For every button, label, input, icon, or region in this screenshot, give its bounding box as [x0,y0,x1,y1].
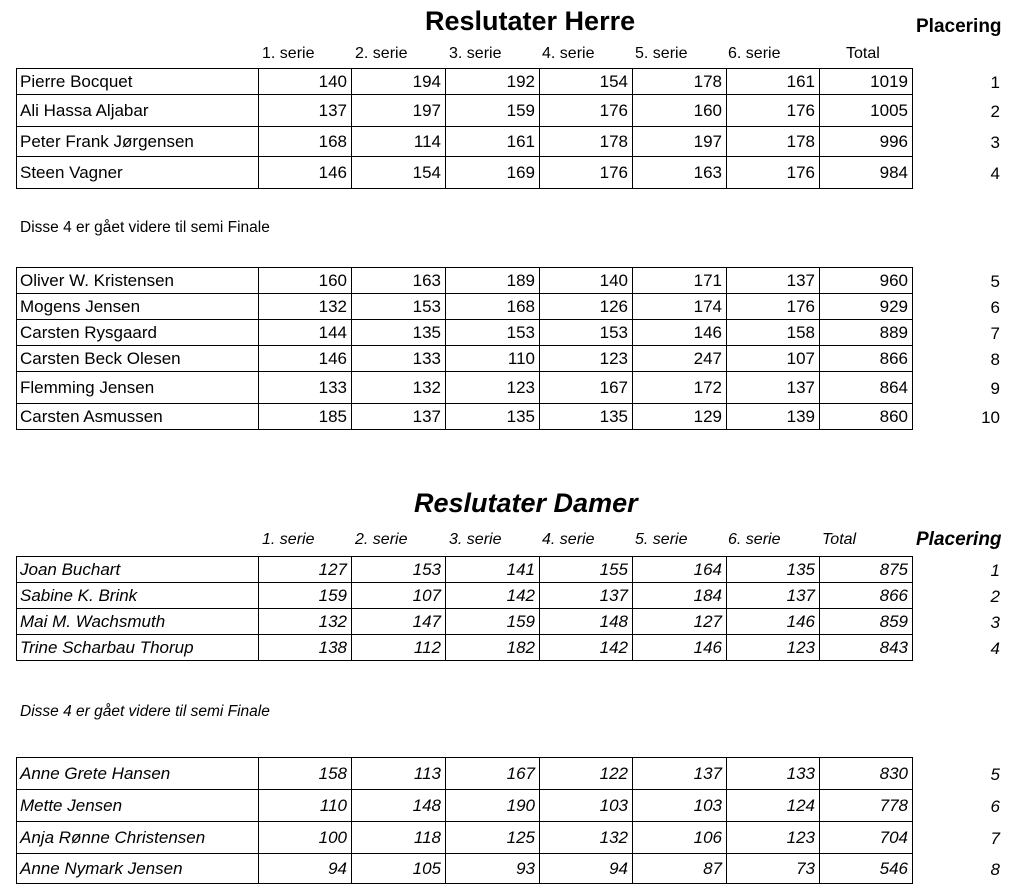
player-name: Peter Frank Jørgensen [17,127,259,157]
player-name: Mogens Jensen [17,294,259,320]
player-name: Joan Buchart [17,557,259,583]
score-serie-4: 122 [540,758,633,790]
damer-placering-label: Placering [916,529,1002,550]
header-serie-3: 3. serie [449,531,502,548]
table-row [17,609,913,635]
score-serie-5: 87 [633,854,727,884]
placement-rank: 5 [990,272,1000,291]
damer-title: Reslutater Damer [414,488,638,518]
header-serie-6: 6. serie [728,45,781,62]
herre-table-rest [16,267,913,430]
player-name: Anne Grete Hansen [17,758,259,790]
score-serie-1: 127 [259,557,352,583]
score-serie-6: 137 [727,372,820,404]
score-serie-4: 178 [540,127,633,157]
table-row [17,635,913,661]
score-total: 546 [820,854,913,884]
table-row [17,822,913,854]
player-name: Carsten Beck Olesen [17,346,259,372]
placement-rank: 9 [990,379,1000,398]
score-serie-5: 146 [633,635,727,661]
score-serie-2: 132 [352,372,446,404]
damer-table-rest [16,757,913,884]
header-serie-1: 1. serie [262,531,315,548]
placement-rank: 6 [990,298,1000,317]
placement-rank: 7 [990,829,1000,848]
score-serie-2: 163 [352,268,446,294]
header-serie-4: 4. serie [542,45,595,62]
table-row [17,157,913,189]
score-serie-1: 100 [259,822,352,854]
score-serie-3: 167 [446,758,540,790]
header-serie-2: 2. serie [355,531,408,548]
score-serie-2: 133 [352,346,446,372]
player-name: Ali Hassa Aljabar [17,95,259,127]
header-serie-5: 5. serie [635,531,688,548]
score-serie-5: 103 [633,790,727,822]
score-serie-4: 176 [540,157,633,189]
score-serie-6: 123 [727,635,820,661]
score-serie-4: 148 [540,609,633,635]
score-serie-1: 110 [259,790,352,822]
score-total: 1019 [820,69,913,95]
score-serie-6: 107 [727,346,820,372]
score-serie-4: 154 [540,69,633,95]
score-serie-1: 140 [259,69,352,95]
score-serie-5: 164 [633,557,727,583]
header-serie-1: 1. serie [262,45,315,62]
score-serie-1: 159 [259,583,352,609]
score-serie-1: 144 [259,320,352,346]
score-serie-5: 174 [633,294,727,320]
score-serie-3: 142 [446,583,540,609]
score-serie-1: 185 [259,404,352,430]
score-total: 859 [820,609,913,635]
table-row [17,404,913,430]
score-serie-2: 118 [352,822,446,854]
score-total: 960 [820,268,913,294]
placement-rank: 6 [990,797,1000,816]
score-serie-4: 135 [540,404,633,430]
header-serie-2: 2. serie [355,45,408,62]
score-serie-4: 167 [540,372,633,404]
score-serie-4: 155 [540,557,633,583]
player-name: Carsten Rysgaard [17,320,259,346]
score-serie-2: 113 [352,758,446,790]
score-serie-6: 146 [727,609,820,635]
player-name: Anja Rønne Christensen [17,822,259,854]
score-serie-5: 197 [633,127,727,157]
score-serie-6: 137 [727,268,820,294]
player-name: Steen Vagner [17,157,259,189]
table-row [17,557,913,583]
score-serie-1: 146 [259,157,352,189]
score-serie-4: 103 [540,790,633,822]
player-name: Oliver W. Kristensen [17,268,259,294]
herre-title: Reslutater Herre [425,6,636,36]
score-serie-4: 137 [540,583,633,609]
score-serie-3: 190 [446,790,540,822]
score-serie-4: 94 [540,854,633,884]
score-serie-3: 153 [446,320,540,346]
score-serie-6: 158 [727,320,820,346]
score-serie-6: 133 [727,758,820,790]
score-serie-1: 137 [259,95,352,127]
header-total: Total [822,531,857,548]
score-serie-6: 176 [727,294,820,320]
placement-rank: 8 [990,860,1000,879]
header-total: Total [846,45,880,62]
score-total: 864 [820,372,913,404]
score-serie-1: 133 [259,372,352,404]
score-serie-5: 106 [633,822,727,854]
score-total: 929 [820,294,913,320]
score-serie-2: 194 [352,69,446,95]
score-serie-1: 168 [259,127,352,157]
score-serie-3: 169 [446,157,540,189]
score-total: 889 [820,320,913,346]
player-name: Trine Scharbau Thorup [17,635,259,661]
header-serie-3: 3. serie [449,45,502,62]
score-serie-4: 153 [540,320,633,346]
header-serie-5: 5. serie [635,45,688,62]
table-row [17,268,913,294]
score-serie-3: 123 [446,372,540,404]
table-row [17,346,913,372]
score-serie-3: 135 [446,404,540,430]
score-serie-6: 73 [727,854,820,884]
placement-rank: 5 [990,765,1000,784]
score-serie-5: 160 [633,95,727,127]
placement-rank: 3 [990,133,1000,152]
herre-note: Disse 4 er gået videre til semi Finale [20,219,270,236]
score-serie-2: 105 [352,854,446,884]
table-row [17,372,913,404]
placement-rank: 3 [990,613,1000,632]
score-serie-6: 176 [727,157,820,189]
herre-table-semifinal [16,68,913,189]
score-serie-4: 142 [540,635,633,661]
score-serie-2: 107 [352,583,446,609]
score-total: 875 [820,557,913,583]
score-serie-2: 154 [352,157,446,189]
header-serie-6: 6. serie [728,531,781,548]
herre-placering-label: Placering [916,16,1002,37]
placement-rank: 1 [990,73,1000,92]
score-serie-5: 178 [633,69,727,95]
score-total: 860 [820,404,913,430]
score-serie-1: 138 [259,635,352,661]
score-serie-3: 125 [446,822,540,854]
score-serie-3: 93 [446,854,540,884]
score-serie-5: 171 [633,268,727,294]
score-total: 984 [820,157,913,189]
placement-rank: 2 [990,587,1000,606]
score-serie-2: 197 [352,95,446,127]
score-serie-5: 184 [633,583,727,609]
score-serie-2: 153 [352,557,446,583]
table-row [17,790,913,822]
player-name: Mette Jensen [17,790,259,822]
table-row [17,320,913,346]
placement-rank: 2 [990,102,1000,121]
score-serie-2: 148 [352,790,446,822]
player-name: Mai M. Wachsmuth [17,609,259,635]
score-serie-1: 158 [259,758,352,790]
score-serie-1: 132 [259,609,352,635]
score-serie-4: 176 [540,95,633,127]
score-serie-5: 146 [633,320,727,346]
score-serie-5: 127 [633,609,727,635]
score-serie-3: 159 [446,95,540,127]
table-row [17,583,913,609]
score-serie-2: 137 [352,404,446,430]
score-serie-6: 124 [727,790,820,822]
score-serie-6: 176 [727,95,820,127]
score-total: 866 [820,583,913,609]
score-serie-4: 140 [540,268,633,294]
player-name: Pierre Bocquet [17,69,259,95]
score-serie-4: 126 [540,294,633,320]
table-row [17,127,913,157]
score-total: 843 [820,635,913,661]
score-serie-2: 153 [352,294,446,320]
table-row [17,854,913,884]
score-serie-1: 160 [259,268,352,294]
score-serie-6: 161 [727,69,820,95]
score-serie-3: 192 [446,69,540,95]
placement-rank: 4 [990,639,1000,658]
score-serie-3: 110 [446,346,540,372]
score-serie-2: 135 [352,320,446,346]
header-serie-4: 4. serie [542,531,595,548]
table-row [17,69,913,95]
score-serie-6: 137 [727,583,820,609]
score-serie-6: 178 [727,127,820,157]
score-serie-3: 168 [446,294,540,320]
score-serie-4: 123 [540,346,633,372]
score-serie-5: 247 [633,346,727,372]
damer-note: Disse 4 er gået videre til semi Finale [20,703,270,720]
score-serie-5: 163 [633,157,727,189]
score-serie-6: 139 [727,404,820,430]
player-name: Sabine K. Brink [17,583,259,609]
score-total: 1005 [820,95,913,127]
score-serie-5: 129 [633,404,727,430]
score-serie-5: 137 [633,758,727,790]
score-total: 830 [820,758,913,790]
score-total: 866 [820,346,913,372]
score-serie-1: 132 [259,294,352,320]
player-name: Carsten Asmussen [17,404,259,430]
placement-rank: 1 [990,561,1000,580]
player-name: Flemming Jensen [17,372,259,404]
score-serie-2: 112 [352,635,446,661]
score-serie-3: 161 [446,127,540,157]
score-serie-3: 141 [446,557,540,583]
score-total: 996 [820,127,913,157]
score-serie-6: 135 [727,557,820,583]
table-row [17,294,913,320]
placement-rank: 8 [990,350,1000,369]
score-serie-5: 172 [633,372,727,404]
score-total: 704 [820,822,913,854]
score-total: 778 [820,790,913,822]
placement-rank: 7 [990,324,1000,343]
damer-table-semifinal [16,556,913,661]
table-row [17,95,913,127]
placement-rank: 4 [990,164,1000,183]
table-row [17,758,913,790]
player-name: Anne Nymark Jensen [17,854,259,884]
score-serie-3: 189 [446,268,540,294]
score-serie-3: 182 [446,635,540,661]
score-serie-4: 132 [540,822,633,854]
placement-rank: 10 [981,408,1000,427]
score-serie-3: 159 [446,609,540,635]
score-serie-2: 147 [352,609,446,635]
score-serie-2: 114 [352,127,446,157]
score-serie-6: 123 [727,822,820,854]
score-serie-1: 146 [259,346,352,372]
score-serie-1: 94 [259,854,352,884]
